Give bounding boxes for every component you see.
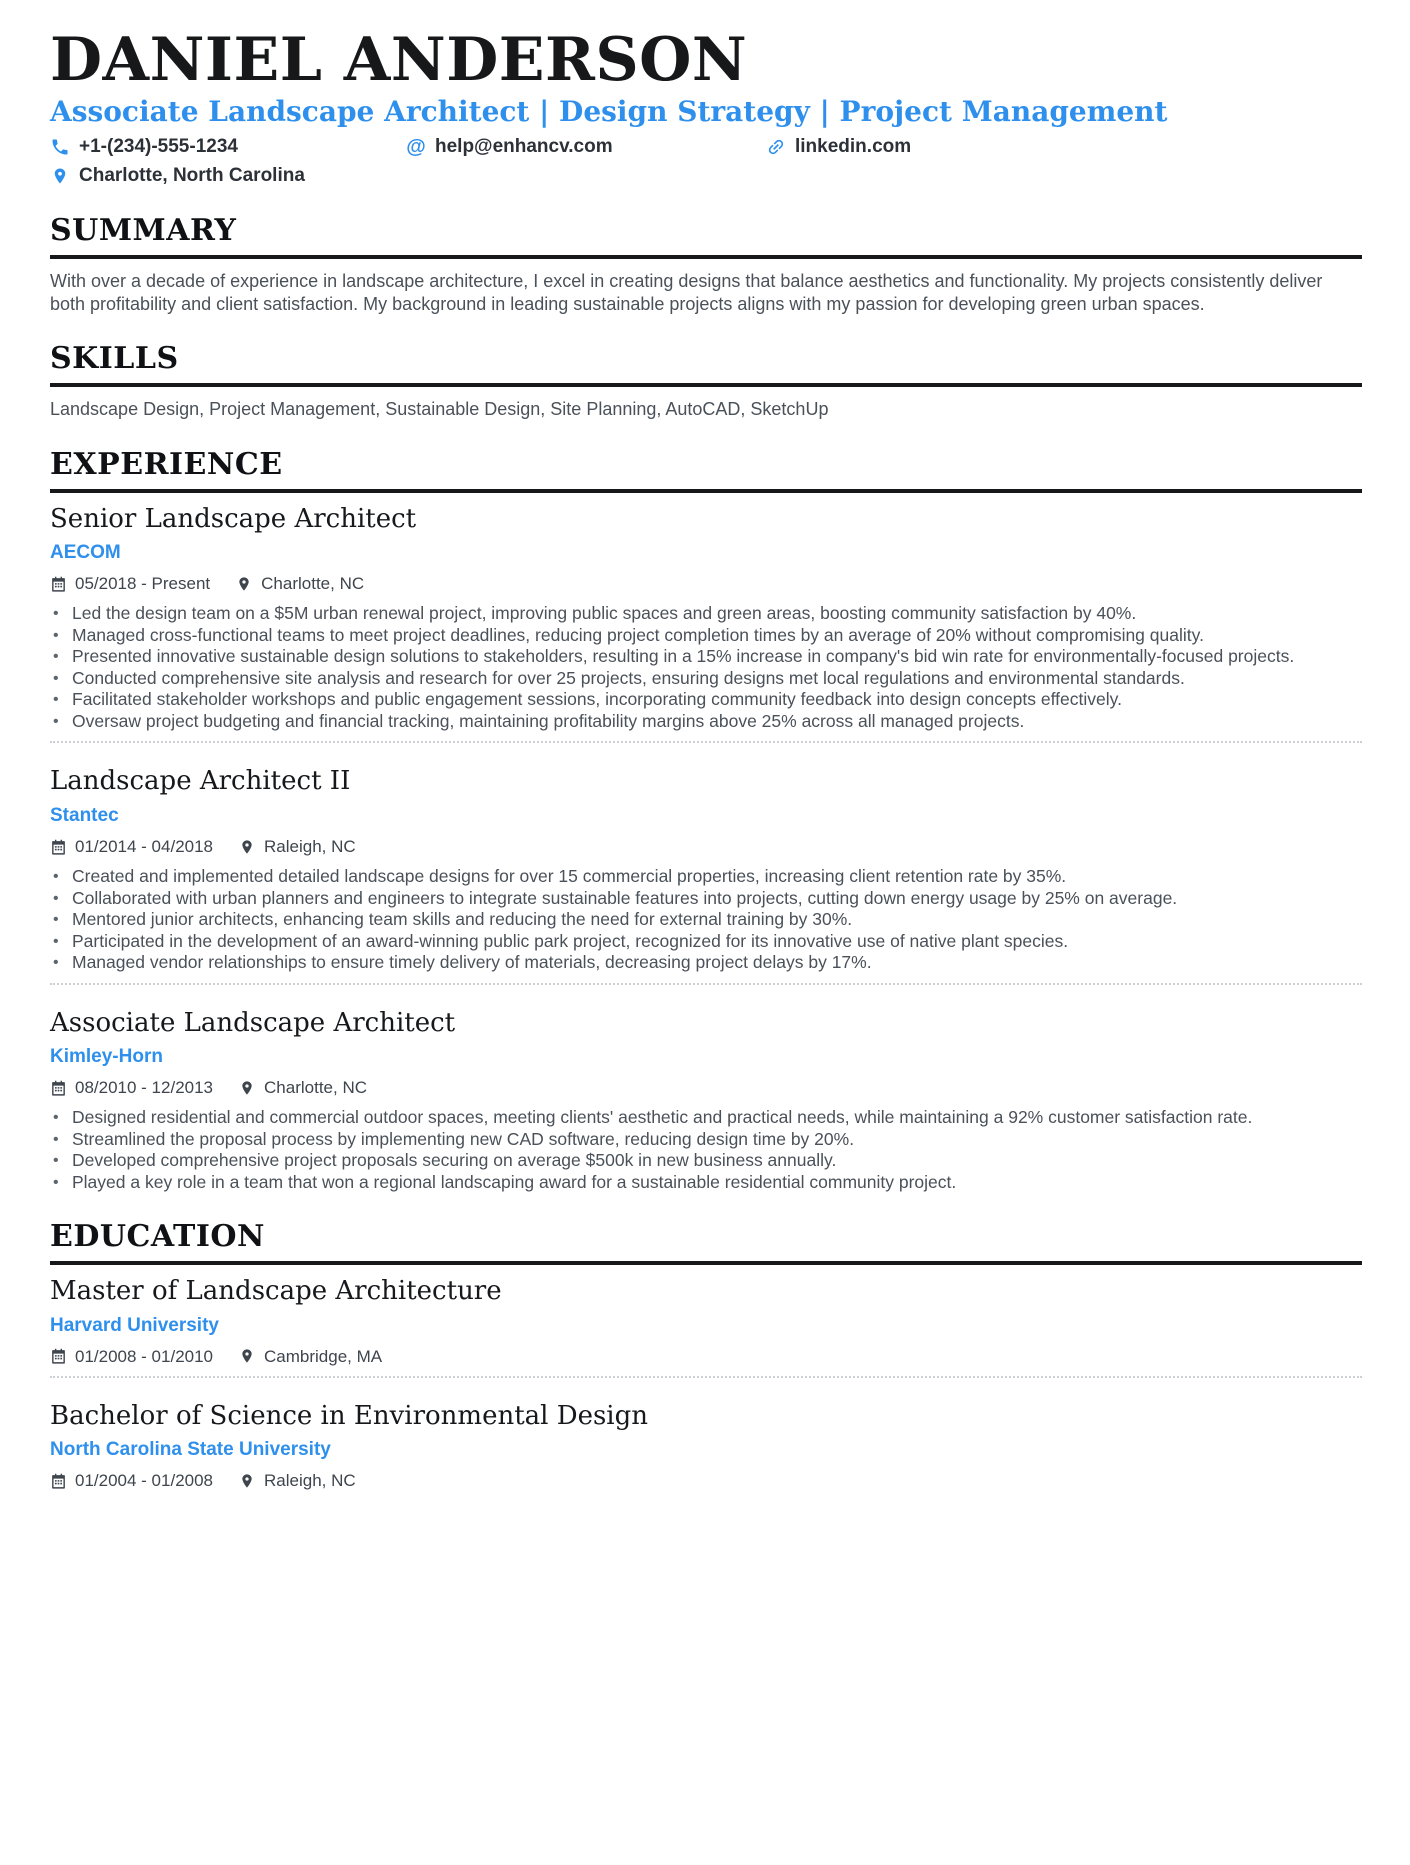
map-pin-icon bbox=[239, 1080, 256, 1097]
phone-number: +1-(234)-555-1234 bbox=[79, 136, 238, 158]
map-pin-icon bbox=[50, 166, 70, 186]
entry-meta-row bbox=[50, 1347, 1362, 1367]
map-pin-icon bbox=[239, 1473, 256, 1490]
entry-location-text: Raleigh, NC bbox=[264, 1471, 356, 1491]
bullet-item: • Managed cross-functional teams to meet project deadlines, reducing project completion times by an average of 20% without compromising quality. bbox=[50, 625, 1362, 647]
entry-location bbox=[239, 1347, 382, 1367]
job-title: Associate Landscape Architect bbox=[50, 1007, 456, 1038]
school-name[interactable]: Harvard University bbox=[50, 1314, 219, 1336]
linkedin-url: linkedin.com bbox=[795, 136, 912, 158]
degree-title: Bachelor of Science in Environmental Design bbox=[50, 1400, 649, 1431]
at-icon: @ bbox=[406, 136, 426, 159]
skills-section bbox=[50, 341, 1362, 421]
summary-heading: SUMMARY bbox=[50, 213, 1362, 259]
entry-location-text: Cambridge, MA bbox=[264, 1346, 383, 1366]
entry-location bbox=[239, 1471, 356, 1491]
calendar-icon bbox=[50, 839, 67, 856]
headline: Associate Landscape Architect | Design Strategy | Project Management bbox=[50, 95, 1168, 128]
contact-location bbox=[50, 165, 406, 187]
bullet-item: • Designed residential and commercial outdoor spaces, meeting clients' aesthetic and practical needs, while maintaining a 92% customer satisfaction rate. bbox=[50, 1107, 1362, 1129]
date-range-text: 01/2004 - 01/2008 bbox=[75, 1471, 214, 1491]
entry-location bbox=[236, 574, 364, 594]
education-entry bbox=[50, 1376, 1362, 1492]
bullet-item: • Collaborated with urban planners and engineers to integrate sustainable features into projects, cutting down energy usage by 25% on average. bbox=[50, 888, 1362, 910]
date-range-text: 08/2010 - 12/2013 bbox=[75, 1078, 214, 1098]
calendar-icon bbox=[50, 1348, 67, 1365]
education-entry bbox=[50, 1277, 1362, 1367]
degree-title: Master of Landscape Architecture bbox=[50, 1276, 502, 1307]
calendar-icon bbox=[50, 1473, 67, 1490]
experience-heading: EXPERIENCE bbox=[50, 447, 1362, 493]
date-range-text: 01/2014 - 04/2018 bbox=[75, 837, 214, 857]
company-name[interactable]: AECOM bbox=[50, 542, 121, 564]
person-name: DANIEL ANDERSON bbox=[50, 25, 748, 95]
experience-section bbox=[50, 447, 1362, 1193]
entry-location-text: Raleigh, NC bbox=[264, 837, 356, 857]
date-range-text: 01/2008 - 01/2010 bbox=[75, 1346, 214, 1366]
bullet-item: • Facilitated stakeholder workshops and public engagement sessions, incorporating community feedback into design concepts effectively. bbox=[50, 689, 1362, 711]
email-address: help@enhancv.com bbox=[435, 136, 613, 158]
bullet-item: • Created and implemented detailed landscape designs for over 15 commercial properties, increasing client retention rate by 35%. bbox=[50, 866, 1362, 888]
location-text: Charlotte, North Carolina bbox=[79, 165, 305, 187]
date-range-text: 05/2018 - Present bbox=[75, 574, 211, 594]
contact-phone[interactable] bbox=[50, 136, 406, 158]
school-name[interactable]: North Carolina State University bbox=[50, 1439, 331, 1461]
entry-meta-row bbox=[50, 837, 1362, 857]
bullet-list bbox=[50, 866, 1362, 974]
job-title: Landscape Architect II bbox=[50, 766, 351, 797]
education-heading: EDUCATION bbox=[50, 1219, 1362, 1265]
contact-linkedin[interactable] bbox=[766, 136, 1362, 158]
date-range bbox=[50, 1078, 213, 1098]
bullet-item: • Conducted comprehensive site analysis and research for over 25 projects, ensuring designs met local regulations and environmental standards. bbox=[50, 668, 1362, 690]
summary-text: With over a decade of experience in landscape architecture, I excel in creating designs that balance aesthetics and functionality. My projects consistently deliver both profitability and client satisfaction. My background in leading sustainable projects aligns with my passion for developing green urban spaces. bbox=[50, 271, 1323, 314]
bullet-item: • Oversaw project budgeting and financial tracking, maintaining profitability margins above 25% across all managed projects. bbox=[50, 711, 1362, 733]
bullet-item: • Presented innovative sustainable design solutions to stakeholders, resulting in a 15% increase in company's bid win rate for environmentally-focused projects. bbox=[50, 646, 1362, 668]
experience-entries bbox=[50, 505, 1362, 1193]
bullet-item: • Participated in the development of an award-winning public park project, recognized for its innovative use of native plant species. bbox=[50, 931, 1362, 953]
entry-location-text: Charlotte, NC bbox=[264, 1078, 367, 1098]
entry-location bbox=[239, 1078, 367, 1098]
contact-email[interactable] bbox=[406, 136, 766, 158]
bullet-item: • Streamlined the proposal process by implementing new CAD software, reducing design time by 20%. bbox=[50, 1129, 1362, 1151]
entry-location-text: Charlotte, NC bbox=[261, 574, 365, 594]
calendar-icon bbox=[50, 576, 67, 593]
map-pin-icon bbox=[236, 576, 253, 593]
education-entries bbox=[50, 1277, 1362, 1491]
skills-heading: SKILLS bbox=[50, 341, 1362, 387]
summary-section bbox=[50, 213, 1362, 315]
contact-row bbox=[50, 136, 1362, 187]
experience-entry bbox=[50, 741, 1362, 973]
experience-entry bbox=[50, 505, 1362, 733]
date-range bbox=[50, 837, 213, 857]
entry-meta-row bbox=[50, 1471, 1362, 1491]
date-range bbox=[50, 1471, 213, 1491]
date-range bbox=[50, 574, 210, 594]
skills-list: Landscape Design, Project Management, Sustainable Design, Site Planning, AutoCAD, SketchUp bbox=[50, 399, 829, 420]
bullet-item: • Developed comprehensive project proposals securing on average $500k in new business annually. bbox=[50, 1150, 1362, 1172]
entry-meta-row bbox=[50, 574, 1362, 594]
bullet-item: • Led the design team on a $5M urban renewal project, improving public spaces and green areas, boosting community satisfaction by 40%. bbox=[50, 603, 1362, 625]
entry-location bbox=[239, 837, 356, 857]
link-icon bbox=[766, 137, 786, 157]
map-pin-icon bbox=[239, 1348, 256, 1365]
company-name[interactable]: Stantec bbox=[50, 805, 119, 827]
experience-entry bbox=[50, 983, 1362, 1194]
resume-header bbox=[50, 25, 1362, 187]
phone-icon bbox=[50, 137, 70, 157]
calendar-icon bbox=[50, 1080, 67, 1097]
job-title: Senior Landscape Architect bbox=[50, 503, 417, 534]
company-name[interactable]: Kimley-Horn bbox=[50, 1046, 163, 1068]
bullet-item: • Managed vendor relationships to ensure timely delivery of materials, decreasing project delays by 17%. bbox=[50, 952, 1362, 974]
bullet-item: • Played a key role in a team that won a regional landscaping award for a sustainable residential community project. bbox=[50, 1172, 1362, 1194]
bullet-list bbox=[50, 1107, 1362, 1193]
education-section bbox=[50, 1219, 1362, 1491]
bullet-list bbox=[50, 603, 1362, 732]
map-pin-icon bbox=[239, 839, 256, 856]
date-range bbox=[50, 1347, 213, 1367]
entry-meta-row bbox=[50, 1078, 1362, 1098]
bullet-item: • Mentored junior architects, enhancing team skills and reducing the need for external training by 30%. bbox=[50, 909, 1362, 931]
